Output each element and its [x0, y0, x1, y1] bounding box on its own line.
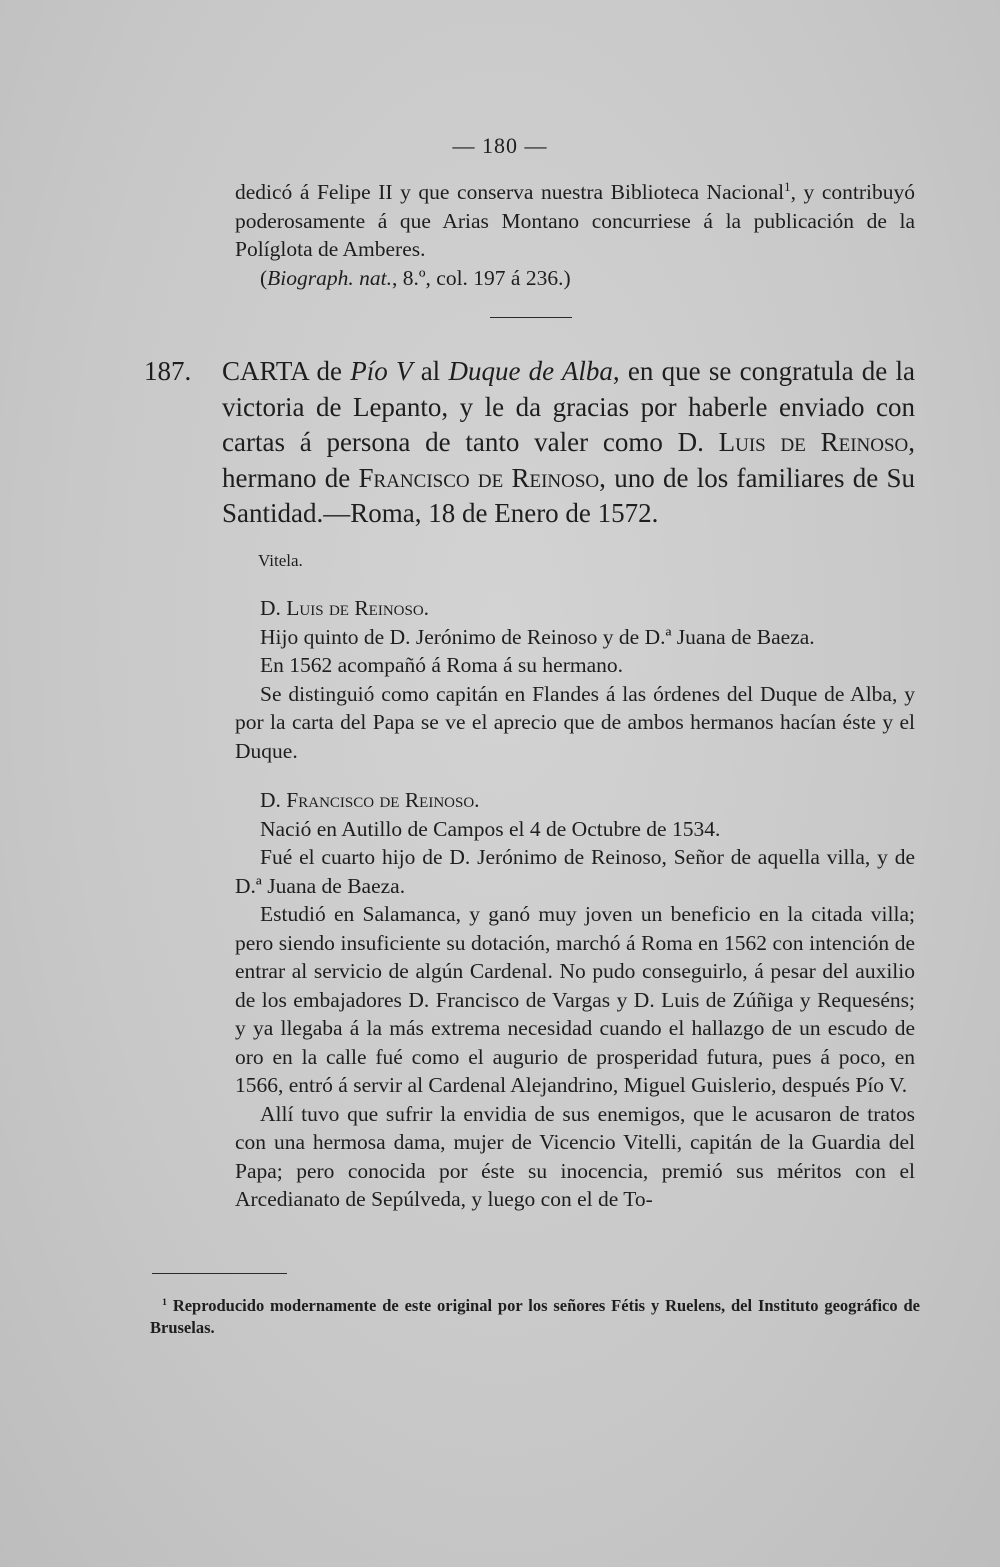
- footnote: [150, 1295, 920, 1339]
- francisco-section: [235, 786, 915, 1214]
- entry-text-2: , hermano de: [222, 427, 916, 493]
- entry-pope: Pío V: [350, 356, 413, 386]
- entry-carta: CARTA de: [222, 356, 342, 386]
- citation: (Biograph. nat., 8.º, col. 197 á 236.): [260, 265, 571, 290]
- entry-al: al: [420, 356, 441, 386]
- entry-material: Vitela.: [258, 551, 303, 570]
- intro-paragraph: [235, 178, 915, 292]
- intro-text: dedicó á Felipe II y que conserva nuestra Biblioteca Nacional: [235, 180, 785, 204]
- entry-number: 187.: [144, 356, 192, 386]
- luis-section: [235, 594, 915, 765]
- footnote-divider: [152, 1273, 287, 1274]
- francisco-paragraph-3: Estudió en Salamanca, y ganó muy joven un beneficio en la citada villa; pero siendo insuficiente su dotación, marchó á Roma en 1562 con intención de entrar al servicio de algún Cardenal. No pudo conseguirlo, á pesar del auxilio de los embajadores D. Francisco de Vargas y D. Luis de Zúñiga y Requeséns; y ya llegaba á la más extrema necesidad cuando el hallazgo de un escudo de oro en la calle fué como el augurio de prosperidad futura, pues á poco, en 1566, entró á servir al Cardenal Alejandrino, Miguel Guislerio, después Pío V.: [235, 902, 915, 1097]
- francisco-paragraph-2: Fué el cuarto hijo de D. Jerónimo de Reinoso, Señor de aquella villa, y de D.ª Juana de Baeza.: [235, 845, 915, 898]
- luis-paragraph-2: En 1562 acompañó á Roma á su hermano.: [260, 653, 624, 677]
- citation-rest: , 8.º, col. 197 á 236.): [392, 265, 571, 290]
- section-divider: [490, 317, 572, 318]
- citation-title: Biograph. nat.: [267, 265, 392, 290]
- entry-name-luis: Luis de Reinoso: [718, 427, 909, 457]
- francisco-heading: D. Francisco de Reinoso.: [260, 788, 480, 812]
- page-number: — 180 —: [452, 133, 548, 158]
- luis-paragraph-3: Se distinguió como capitán en Flandes á las órdenes del Duque de Alba, y por la carta del Papa se ve el aprecio que de ambos hermanos hacían éste y el Duque.: [235, 681, 915, 763]
- footnote-reference: 1: [784, 179, 791, 194]
- francisco-paragraph-4: Allí tuvo que sufrir la envidia de sus enemigos, que le acusaron de tratos con una hermosa dama, mujer de Vicencio Vitelli, capitán de la Guardia del Papa; pero conocida por éste su inocencia, premió sus méritos con el Arcedianato de Sepúlveda, y luego con el de To-: [235, 1101, 915, 1211]
- entry-187: [144, 354, 916, 532]
- footnote-mark: 1: [162, 1296, 167, 1308]
- intro-text-tail: , y contribuyó poderosamente á que Arias Montano concurriese á la publicación de la Políglota de Amberes.: [235, 180, 915, 261]
- footnote-text: Reproducido modernamente de este original por los señores Fétis y Ruelens, del Instituto geográfico de Bruselas.: [150, 1296, 920, 1337]
- entry-text-1: , en que se congratula de la victoria de Lepanto, y le da gracias por haberle enviado con cartas á persona de tanto valer como D.: [222, 356, 916, 457]
- francisco-paragraph-1: Nació en Autillo de Campos el 4 de Octubre de 1534.: [260, 816, 721, 841]
- luis-heading: D. Luis de Reinoso.: [260, 596, 430, 620]
- entry-duke: Duque de Alba: [448, 356, 613, 386]
- luis-paragraph-1: Hijo quinto de D. Jerónimo de Reinoso y de D.ª Juana de Baeza.: [260, 624, 815, 649]
- entry-name-francisco: Francisco de Reinoso: [358, 462, 600, 493]
- entry-text-3: , uno de los familiares de Su Santidad.—Roma, 18 de Enero de 1572.: [222, 462, 916, 528]
